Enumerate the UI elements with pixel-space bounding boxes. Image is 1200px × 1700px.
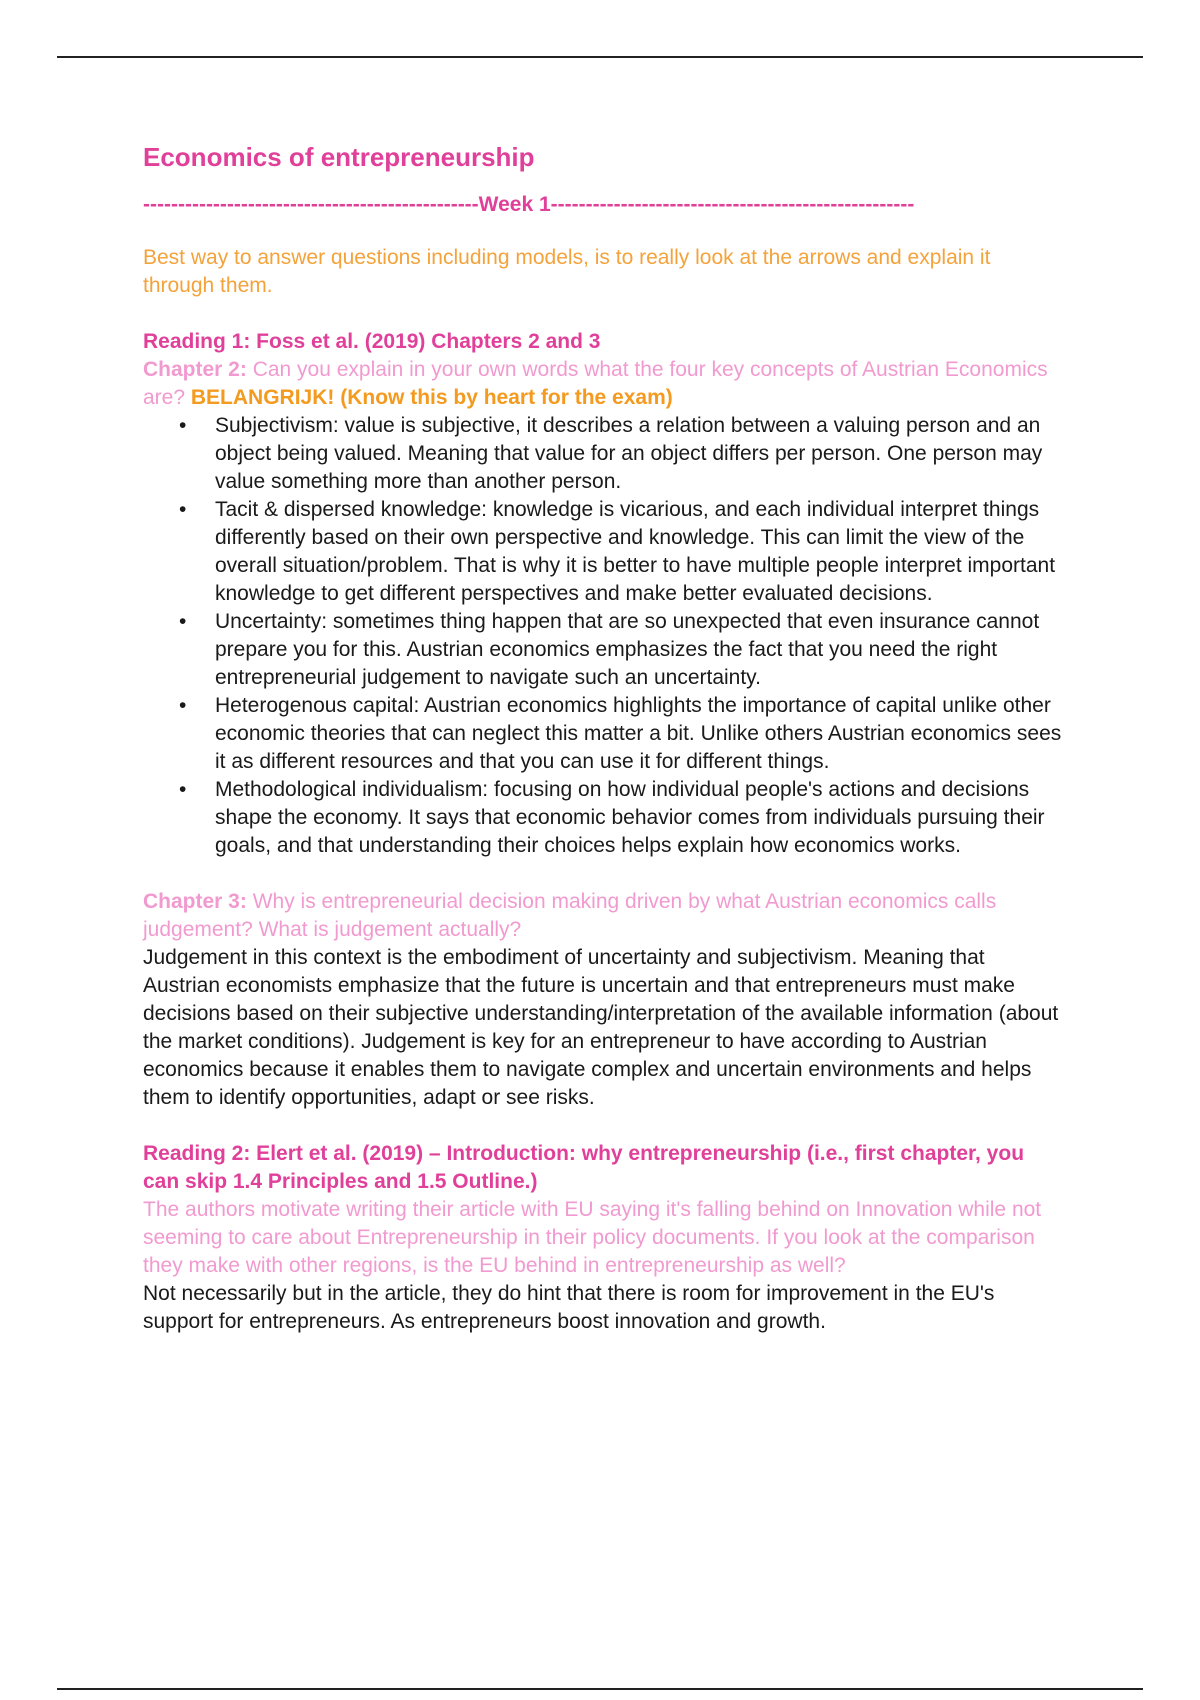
chapter-2-question-text: Can you explain in your own words what the four key concepts of Austrian Economics are?	[143, 358, 1048, 409]
chapter-3-label: Chapter 3:	[143, 890, 247, 913]
list-item	[179, 412, 1063, 496]
reading-2-answer: Not necessarily but in the article, they do hint that there is room for improvement in the EU's support for entrepreneurs. As entrepreneurs boost innovation and growth.	[143, 1282, 995, 1333]
reading-2-heading: Reading 2: Elert et al. (2019) – Introduction: why entrepreneurship (i.e., first chapter, you can skip 1.4 Principles and 1.5 Outline.)	[143, 1142, 1025, 1193]
spacer	[143, 860, 1063, 888]
list-item-text: Heterogenous capital: Austrian economics highlights the importance of capital unlike other economic theories that can neglect this matter a bit. Unlike others Austrian economics sees it as different resources and that you can use it for different things.	[215, 694, 1062, 773]
bullet-icon: •	[179, 778, 187, 801]
chapter-2-question	[143, 356, 1063, 412]
list-item-text: Methodological individualism: focusing on how individual people's actions and decisions shape the economy. It says that economic behavior comes from individuals pursuing their goals, and that understanding their choices helps explain how economics works.	[215, 778, 1045, 857]
document-body	[143, 142, 1063, 1336]
list-item-text: Uncertainty: sometimes thing happen that are so unexpected that even insurance cannot prepare you for this. Austrian economics emphasizes the fact that you need the right entrepreneurial judgement to navigate such an uncertainty.	[215, 610, 1040, 689]
bullet-icon: •	[179, 498, 187, 521]
top-rule	[57, 56, 1143, 58]
chapter-3-question	[143, 888, 1063, 944]
list-item	[179, 776, 1063, 860]
chapter-3-question-text: Why is entrepreneurial decision making driven by what Austrian economics calls judgement? What is judgement actually?	[143, 890, 997, 941]
bullet-icon: •	[179, 694, 187, 717]
list-item-text: Tacit & dispersed knowledge: knowledge is vicarious, and each individual interpret things differently based on their own perspective and knowledge. This can limit the view of the overall situation/problem. That is why it is better to have multiple people interpret important knowledge to get different perspectives and make better evaluated decisions.	[215, 498, 1056, 605]
key-concepts-list	[143, 412, 1063, 860]
list-item	[179, 608, 1063, 692]
document-title: Economics of entrepreneurship	[143, 142, 535, 172]
chapter-2-label: Chapter 2:	[143, 358, 247, 381]
week-header: ------------------------------------------------Week 1----------------------------------------------------	[143, 193, 915, 216]
reading-2-question: The authors motivate writing their article with EU saying it's falling behind on Innovation while not seeming to care about Entrepreneurship in their policy documents. If you look at the comparison they make with other regions, is the EU behind in entrepreneurship as well?	[143, 1198, 1042, 1277]
spacer	[143, 1112, 1063, 1140]
list-item	[179, 496, 1063, 608]
bottom-rule	[57, 1688, 1143, 1690]
bullet-icon: •	[179, 414, 187, 437]
important-note: BELANGRIJK! (Know this by heart for the exam)	[190, 386, 673, 409]
reading-1-heading: Reading 1: Foss et al. (2019) Chapters 2 and 3	[143, 330, 601, 353]
list-item-text: Subjectivism: value is subjective, it describes a relation between a valuing person and an object being valued. Meaning that value for an object differs per person. One person may value something more than another person.	[215, 414, 1043, 493]
bullet-icon: •	[179, 610, 187, 633]
chapter-3-answer: Judgement in this context is the embodiment of uncertainty and subjectivism. Meaning that Austrian economists emphasize that the future is uncertain and that entrepreneurs must make decisions based on their subjective understanding/interpretation of the available information (about the market conditions). Judgement is key for an entrepreneur to have according to Austrian economics because it enables them to navigate complex and uncertain environments and helps them to identify opportunities, adapt or see risks.	[143, 946, 1059, 1109]
list-item	[179, 692, 1063, 776]
exam-tip: Best way to answer questions including models, is to really look at the arrows and explain it through them.	[143, 246, 991, 297]
